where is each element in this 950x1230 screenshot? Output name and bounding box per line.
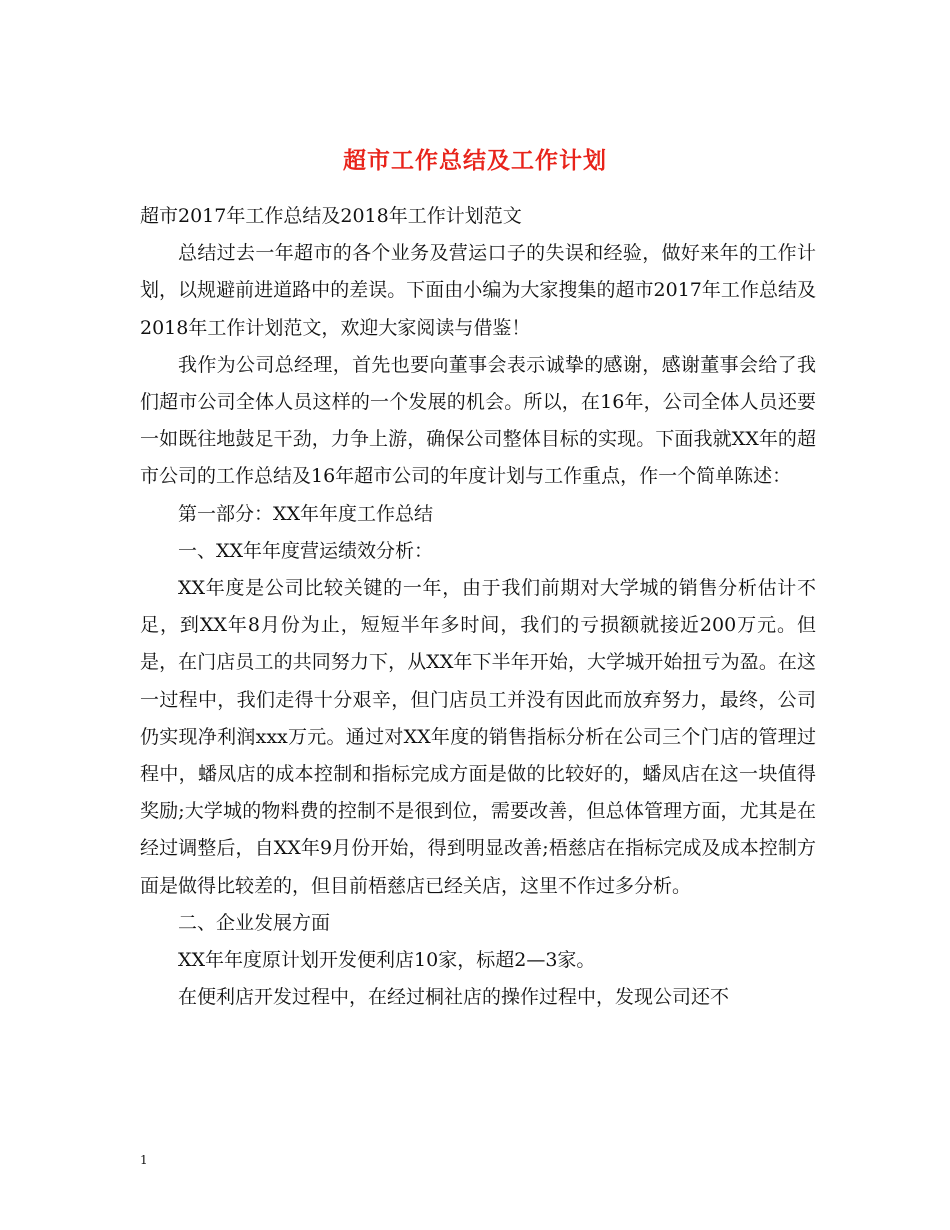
section-heading-development: 二、企业发展方面 (178, 911, 331, 934)
document-subtitle: 超市2017年工作总结及2018年工作计划范文 (140, 205, 522, 227)
paragraph-performance-analysis: XX年度是公司比较关键的一年，由于我们前期对大学城的销售分析估计不足，到XX年8月份为止，短短半年多时间，我们的亏损额就接近200万元。但是，在门店员工的共同努力下，从XX年下半年开始，大学城开始扭亏为盈。在这一过程中，我们走得十分艰辛，但门店员工并没有因此而放弃努力，最终，公司仍实现净利润xxx万元。通过对XX年度的销售指标分析在公司三个门店的管理过程中，蟠凤店的成本控制和指标完成方面是做的比较好的，蟠凤店在这一块值得奖励;大学城的物料费的控制不是很到位，需要改善，但总体管理方面，尤其是在经过调整后，自XX年9月份开始，得到明显改善;梧慈店在指标完成及成本控制方面是做得比较差的，但目前梧慈店已经关店，这里不作过多分析。 (140, 577, 816, 897)
section-heading-part-one: 第一部分：XX年年度工作总结 (178, 502, 434, 525)
paragraph-manager-thanks: 我作为公司总经理，首先也要向董事会表示诚挚的感谢，感谢董事会给了我们超市公司全体人员这样的一个发展的机会。所以，在16年，公司全体人员还要一如既往地鼓足干劲，力争上游，确保公司整体目标的实现。下面我就XX年的超市公司的工作总结及16年超市公司的年度计划与工作重点，作一个简单陈述： (140, 353, 816, 488)
page-number: 1 (140, 1153, 148, 1167)
paragraph-store-plan: XX年年度原计划开发便利店10家，标超2—3家。 (178, 949, 596, 972)
document-title: 超市工作总结及工作计划 (343, 147, 607, 175)
paragraph-store-development: 在便利店开发过程中，在经过桐社店的操作过程中，发现公司还不 (178, 986, 730, 1009)
paragraph-intro: 总结过去一年超市的各个业务及营运口子的失误和经验，做好来年的工作计划，以规避前进道路中的差误。下面由小编为大家搜集的超市2017年工作总结及2018年工作计划范文，欢迎大家阅读与借鉴！ (140, 242, 816, 339)
section-heading-performance: 一、XX年年度营运绩效分析： (178, 539, 434, 562)
document-body (140, 198, 816, 1016)
